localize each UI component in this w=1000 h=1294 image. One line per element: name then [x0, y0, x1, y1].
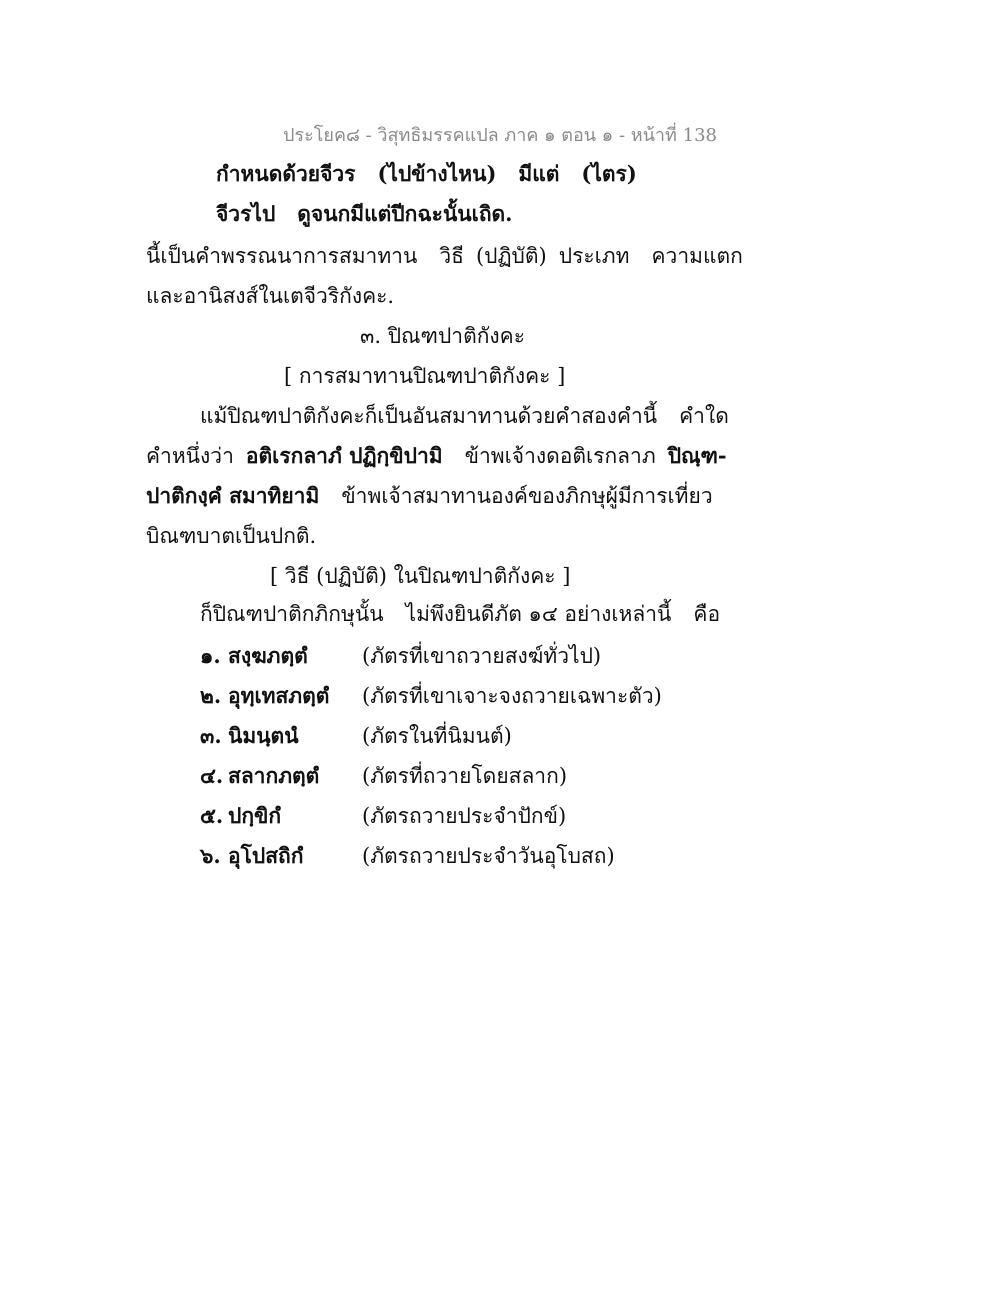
list-item-desc: (ภัตรถวายประจำวันอุโบสถ)	[362, 844, 615, 868]
list-item	[200, 682, 662, 710]
list-item-term: สลากภตฺตํ	[228, 763, 320, 788]
section-para-1-part-1: แม้ปิณฑปาติกังคะก็เป็นอันสมาทานด้วยคำสองคำนี้	[200, 404, 658, 428]
list-item	[200, 722, 512, 750]
section-para-3-part-a: ปาติกงฺคํ สมาทิยามิ	[146, 483, 320, 508]
page-header: ประโยค๘ - วิสุทธิมรรคแปล ภาค ๑ ตอน ๑ - หน้าที่ 138	[283, 125, 717, 146]
list-item-term: สงฺฆภตฺตํ	[228, 643, 308, 668]
section-para-line-4: บิณฑบาตเป็นปกติ.	[146, 524, 317, 548]
list-item	[200, 802, 566, 830]
list-item-number: ๕.	[200, 803, 224, 828]
list-item-number: ๓.	[200, 723, 222, 748]
list-item-desc: (ภัตรที่เขาถวายสงฆ์ทั่วไป)	[362, 644, 602, 668]
list-item-number: ๑.	[200, 643, 221, 668]
list-item-number: ๔.	[200, 763, 224, 788]
section-subheading-1: [ การสมาทานปิณฑปาติกังคะ ]	[284, 364, 566, 388]
verse-1-part-4: (ไตร)	[581, 161, 637, 186]
section-para-2-part-c: ข้าพเจ้างดอติเรกลาภ	[464, 444, 656, 468]
verse-1-part-2: (ไปข้างไหน)	[377, 161, 497, 186]
section-para-line-2	[146, 442, 727, 470]
list-item-desc: (ภัตรที่เขาเจาะจงถวายเฉพาะตัว)	[362, 684, 662, 708]
para1-line-2: และอานิสงส์ในเตจีวริกังคะ.	[146, 284, 395, 308]
list-item-term: อุโปสถิกํ	[228, 843, 304, 868]
para1-part-5: ความแตก	[651, 244, 743, 268]
list-item-desc: (ภัตรถวายประจำปักข์)	[362, 804, 567, 828]
section-para-line-3	[146, 482, 713, 510]
para1-part-4: ประเภท	[558, 244, 630, 268]
list-item-term: อุทฺเทสภตฺตํ	[228, 683, 330, 708]
para1-line-1	[146, 242, 743, 270]
list-item	[200, 842, 615, 870]
verse-2-part-1: จีวรไป	[216, 201, 276, 226]
list-item-number: ๖.	[200, 843, 221, 868]
list-item	[200, 642, 601, 670]
verse-2-part-2: ดูจนกมีแต่ปีกฉะนั้นเถิด.	[297, 201, 513, 226]
section-intro-part-2: ไม่พึงยินดีภัต ๑๔ อย่างเหล่านี้	[405, 602, 672, 626]
list-item	[200, 762, 567, 790]
list-item-number: ๒.	[200, 683, 222, 708]
section-para-3-part-b: ข้าพเจ้าสมาทานองค์ของภิกษุผู้มีการเที่ยว	[341, 484, 713, 508]
verse-line-2	[216, 200, 513, 228]
verse-line-1	[216, 160, 637, 188]
verse-1-part-3: มีแต่	[518, 161, 560, 186]
list-item-desc: (ภัตรที่ถวายโดยสลาก)	[362, 764, 568, 788]
list-item-term: ปกฺขิกํ	[228, 803, 282, 828]
list-item-term: นิมนฺตนํ	[228, 723, 299, 748]
section-subheading-2: [ วิธี (ปฏิบัติ) ในปิณฑปาติกังคะ ]	[270, 564, 571, 588]
para1-part-3: (ปฏิบัติ)	[475, 244, 547, 268]
section-intro-part-1: ก็ปิณฑปาติกภิกษุนั้น	[200, 602, 384, 626]
section-para-2-part-a: คำหนึ่งว่า	[146, 444, 234, 468]
section-title: ๓. ปิณฑปาติกังคะ	[360, 324, 526, 348]
section-para-line-1	[200, 402, 729, 430]
verse-1-part-1: กำหนดด้วยจีวร	[216, 161, 356, 186]
para1-part-2: วิธี	[439, 244, 464, 268]
section-para-2-part-d: ปิณฺฑ-	[667, 443, 727, 468]
section-intro	[200, 600, 720, 628]
list-item-desc: (ภัตรในที่นิมนต์)	[362, 724, 512, 748]
section-para-2-part-b: อติเรกลาภํ ปฏิกฺขิปามิ	[245, 443, 443, 468]
section-para-1-part-2: คำใด	[679, 404, 729, 428]
section-intro-part-3: คือ	[693, 602, 721, 626]
para1-part-1: นี้เป็นคำพรรณนาการสมาทาน	[146, 244, 418, 268]
